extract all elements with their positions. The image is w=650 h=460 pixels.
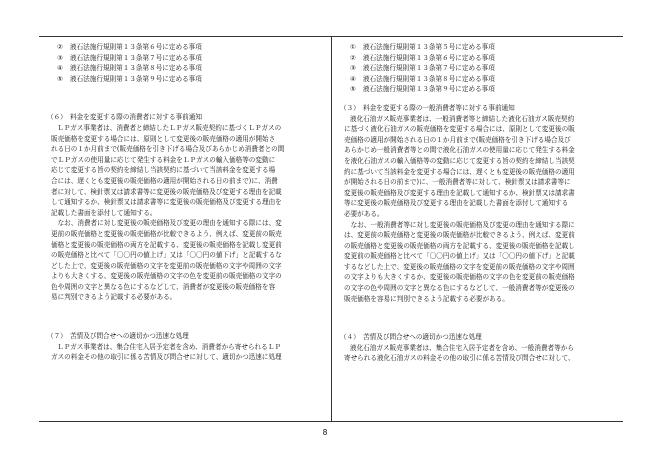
right-section3-note-line: の文字よりも大きくするか、変更後の販売価格の文字の色を変更前の販売価格: [344, 273, 575, 282]
right-column: [336, 42, 618, 364]
right-section3-note-line: の販売価格と変更後の販売価格の両方を記載する、変更後の販売価格を記載し: [344, 241, 575, 250]
left-item: ② 液石法施行規則第１３条第６号に定める事項: [57, 43, 202, 51]
column-divider: [331, 37, 332, 421]
left-section6-note-line: 易に判別できるよう記載する必要がある。: [51, 293, 177, 302]
right-section3-line: 約に基づいて当該料金を変更する場合には、遅くとも変更後の販売価格の適用: [344, 167, 575, 176]
left-section6-line: ＬＰガス事業者は、消費者と締結したＬＰガス販売契約に基づくＬＰガスの: [57, 123, 282, 132]
left-section6-heading: （６） 料金を変更する際の消費者に対する事前通知: [47, 113, 202, 122]
page-number: 8: [322, 428, 328, 437]
right-section3-line: を液化石油ガスの輸入価格等の変動に応じて変更する旨の契約を締結し当該契: [344, 156, 575, 165]
right-section3-note-line: 販売価格を容易に判別できるよう記載する必要がある。: [344, 294, 509, 303]
right-section3-line: あらかじめ一般消費者等との間で液化石油ガスの使用量に応じて発生する料金: [344, 146, 575, 155]
left-section6-line: 応じて変更する旨の契約を締結し当該契約に基づいて当該料金を変更する場: [51, 166, 276, 175]
right-section3-line: に基づく液化石油ガスの販売価格を変更する場合には、原則として変更後の販: [344, 125, 575, 134]
left-section6-note-line: よりも大きくする、変更後の販売価格の文字の色を変更前の販売価格の文字の: [51, 272, 282, 281]
left-section6-note-line: なお、消費者に対し変更後の販売価格及び変更の理由を通知する際には、変: [51, 219, 282, 228]
left-section7-heading: （７） 苦情及び問合せへの適切かつ迅速な処理: [47, 332, 189, 341]
right-section3-note-line: 変更前の販売価格と比べて「〇〇円の値上げ」又は「〇〇円の値下げ」と記載: [344, 252, 575, 261]
left-section6-line: でＬＰガスの使用量に応じて発生する料金をＬＰガスの輸入価格等の変動に: [51, 155, 276, 164]
right-section3-heading: （３） 料金を変更する際の一般消費者等に対する事前通知: [340, 103, 515, 112]
left-section7-line: ガスの料金その他の取引に係る苦情及び問合せに対して、適切かつ迅速に処理: [51, 353, 282, 362]
right-section3-line: 液化石油ガス販売事業者は、一般消費者等と締結した液化石油ガス販売契約: [350, 114, 575, 123]
right-section3-note-line: するなどした上で、変更後の販売価格の文字を変更前の販売価格の文字や周囲: [344, 262, 575, 271]
right-item: ③ 液石法施行規則第１３条第７号に定める事項: [350, 64, 495, 73]
right-item: ② 液石法施行規則第１３条第６号に定める事項: [350, 53, 495, 62]
right-section3-line: が開始される日の前まで)に、一般消費者等に対して、検針票又は請求書等に: [344, 178, 571, 187]
left-section6-line: 者に対して、検針票又は請求書等に変更後の販売価格及び変更する理由を記載: [51, 187, 282, 196]
left-section6-note-line: 色や周囲の文字と異なる色にするなどして、消費者が変更後の販売価格を容: [51, 282, 276, 291]
right-section3-line: 変更後の販売価格及び変更する理由を記載して通知するか、検針票又は請求書: [344, 188, 575, 197]
left-item: ④ 液石法施行規則第１３条第８号に定める事項: [57, 64, 202, 73]
right-item: ① 液石法施行規則第１３条第５号に定める事項: [350, 43, 495, 51]
right-section3-note-line: の文字の色や周囲の文字と異なる色にするなどして、一般消費者等が変更後の: [344, 284, 575, 293]
right-item: ⑤ 液石法施行規則第１３条第９号に定める事項: [350, 85, 495, 94]
right-section3-line: 必要がある。: [344, 209, 384, 218]
left-column: [43, 42, 323, 363]
left-section6-line: して通知するか、検針票又は請求書等に変更後の販売価格及び変更する理由を: [51, 198, 282, 207]
comparison-table: [39, 36, 623, 422]
left-section6-note-line: の販売価格と比べて「〇〇円の値上げ」又は「〇〇円の値下げ」と記載するな: [51, 251, 282, 260]
left-section6-line: れる日の１か月前まで(販売価格を引き下げる場合及びあらかじめ消費者との間: [51, 145, 285, 154]
right-section3-note-line: は、変更前の販売価格と変更後の販売価格が比較できるよう、例えば、変更前: [344, 231, 575, 240]
left-item: ⑤ 液石法施行規則第１３条第９号に定める事項: [57, 74, 202, 83]
left-section6-line: 合には、遅くとも変更後の販売価格の適用が開始される日の前まで)に、消費: [51, 176, 278, 185]
right-item: ④ 液石法施行規則第１３条第８号に定める事項: [350, 74, 495, 83]
right-section4-line: 液化石油ガス販売事業者は、集合住宅入居予定者を含め、一般消費者等から: [350, 343, 574, 352]
left-section6-note-line: 更前の販売価格と変更後の販売価格が比較できるよう、例えば、変更前の販売: [51, 229, 282, 238]
right-section3-note-line: なお、一般消費者等に対し変更後の販売価格及び変更の理由を通知する際に: [344, 220, 575, 229]
left-section6-line: 記載した書面を添付して通知する。: [51, 208, 157, 217]
left-section6-note-line: どした上で、変更後の販売価格の文字を変更前の販売価格の文字や周囲の文字: [51, 261, 282, 270]
left-section7-line: ＬＰガス事業者は、集合住宅入居予定者を含め、消費者から寄せられるＬＰ: [57, 342, 281, 351]
left-section6-line: 販売価格を変更する場合には、原則として変更後の販売価格の適用が開始さ: [51, 134, 276, 143]
left-section6-note-line: 価格と変更後の販売価格の両方を記載する、変更後の販売価格を記載し変更前: [51, 240, 282, 249]
left-item: ③ 液石法施行規則第１３条第７号に定める事項: [57, 53, 202, 62]
right-section3-line: 売価格の適用が開始される日の１か月前まで(販売価格を引き下げる場合及び: [344, 135, 571, 144]
right-section4-line: 寄せられる液化石油ガスの料金その他の取引に係る苦情及び問合せに対して、: [344, 354, 575, 363]
right-section4-heading: （４） 苦情及び問合せへの適切かつ迅速な処理: [340, 333, 482, 342]
right-section3-line: 等に変更後の販売価格及び変更する理由を記載した書面を添付して通知する: [344, 199, 569, 208]
